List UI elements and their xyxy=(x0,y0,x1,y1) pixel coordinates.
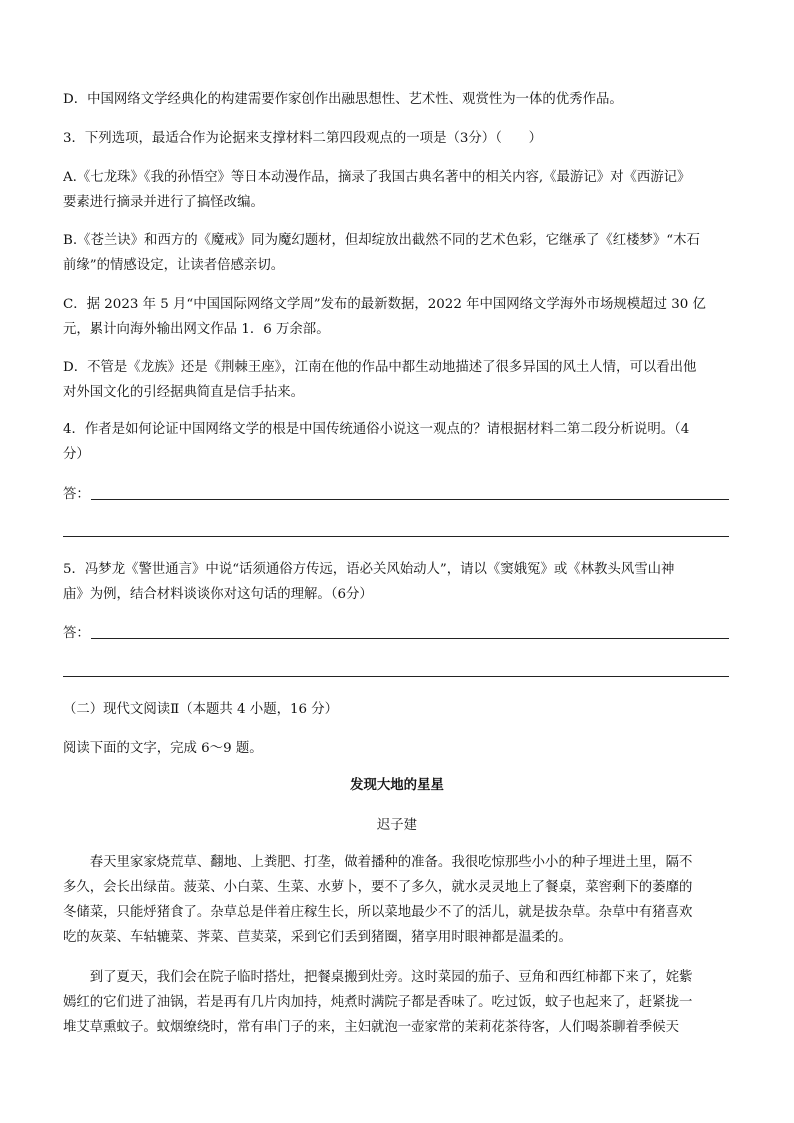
article-paragraph-1 xyxy=(63,850,731,950)
q2-option-d-text: D．中国网络文学经典化的构建需要作家创作出融思想性、艺术性、观赏性为一体的优秀作品。 xyxy=(63,92,623,107)
q3-option-a-line: 要素进行摘录并进行了搞怪改编。 xyxy=(63,195,264,210)
article-author xyxy=(63,813,731,838)
paragraph-line: 多久，会长出绿苗。菠菜、小白菜、生菜、水萝卜，要不了多久，就水灵灵地上了餐桌，菜窖剩下的萎靡的 xyxy=(63,880,693,895)
article-title-text: 发现大地的星星 xyxy=(350,777,444,793)
section2-instruction-text: 阅读下面的文字，完成 6～9 题。 xyxy=(63,741,263,756)
q5-stem-line: 5．冯梦龙《警世通言》中说“话须通俗方传远，语必关风始动人”，请以《窦娥冤》或《林教头风雪山神 xyxy=(63,562,675,577)
q3-option-b-line: 前缘”的情感设定，让读者倍感亲切。 xyxy=(63,258,285,273)
q4-answer-label: 答： xyxy=(63,487,90,502)
q3-option-c xyxy=(63,292,731,342)
q3-stem-text: 3．下列选项，最适合作为论据来支撑材料二第四段观点的一项是（3分）（ ） xyxy=(63,131,543,146)
q3-option-d xyxy=(63,355,731,405)
section2-instruction xyxy=(63,736,731,761)
q4-answer-line[interactable] xyxy=(91,499,729,500)
q4-stem-line: 4．作者是如何论证中国网络文学的根是中国传统通俗小说这一观点的？请根据材料二第二段分析说明。（4 xyxy=(63,422,690,437)
article-author-text: 迟子建 xyxy=(376,818,418,833)
q5-answer-line-2[interactable] xyxy=(63,676,729,677)
paragraph-line: 嫣红的它们进了油锅，若是再有几片肉加持，炖煮时满院子都是香味了。吃过饭，蚊子也起来了，赶紧拢一 xyxy=(63,995,693,1010)
section2-heading xyxy=(63,697,731,722)
paragraph-line: 冬储菜，只能烀猪食了。杂草总是伴着庄稼生长，所以菜地最少不了的活儿，就是拔杂草。杂草中有猪喜欢 xyxy=(63,905,693,920)
paragraph-line: 堆艾草熏蚊子。蚊烟缭绕时，常有串门子的来，主妇就泡一壶家常的茉莉花茶待客，人们喝茶聊着季候天 xyxy=(63,1020,679,1035)
section2-heading-text: （二）现代文阅读Ⅱ（本题共 4 小题，16 分） xyxy=(63,702,339,717)
q3-stem xyxy=(63,126,731,151)
q2-option-d xyxy=(63,87,731,112)
paragraph-line: 到了夏天，我们会在院子临时搭灶，把餐桌搬到灶旁。这时菜园的茄子、豆角和西红柿都下来了，姹紫 xyxy=(63,970,693,985)
q3-option-b xyxy=(63,228,731,278)
q5-stem xyxy=(63,557,731,607)
q5-stem-line: 庙》为例，结合材料谈谈你对这句话的理解。（6分） xyxy=(63,587,373,602)
q3-option-c-line: 元，累计向海外输出网文作品 1．6 万余部。 xyxy=(63,322,330,337)
q4-stem-line: 分） xyxy=(63,447,90,462)
q4-answer-row[interactable] xyxy=(63,483,729,505)
q4-stem xyxy=(63,417,731,467)
q3-option-a-line: A.《七龙珠》《我的孙悟空》等日本动漫作品，摘录了我国古典名著中的相关内容,《最游记》对《西游记》 xyxy=(63,170,691,185)
q3-option-d-line: D．不管是《龙族》还是《荆棘王座》，江南在他的作品中都生动地描述了很多异国的风土人情，可以看出他 xyxy=(63,360,697,375)
article-title xyxy=(63,773,731,798)
q5-answer-label: 答： xyxy=(63,626,90,641)
q5-answer-line[interactable] xyxy=(91,638,729,639)
q3-option-d-line: 对外国文化的引经据典简直是信手拈来。 xyxy=(63,385,305,400)
paragraph-line: 吃的灰菜、车轱辘菜、荠菜、苣荬菜，采到它们丢到猪圈，猪享用时眼神都是温柔的。 xyxy=(63,930,572,945)
article-paragraph-2 xyxy=(63,965,731,1040)
q3-option-a xyxy=(63,165,731,215)
q3-option-b-line: B.《苍兰诀》和西方的《魔戒》同为魔幻题材，但却绽放出截然不同的艺术色彩，它继承了《红楼梦》“木石 xyxy=(63,233,700,248)
q4-answer-line-2[interactable] xyxy=(63,536,729,537)
q3-option-c-line: C．据 2023 年 5 月“中国国际网络文学周”发布的最新数据，2022 年中国网络文学海外市场规模超过 30 亿 xyxy=(63,297,706,312)
paragraph-line: 春天里家家烧荒草、翻地、上粪肥、打垄，做着播种的准备。我很吃惊那些小小的种子埋进土里，隔不 xyxy=(63,855,693,870)
q5-answer-row[interactable] xyxy=(63,622,729,644)
